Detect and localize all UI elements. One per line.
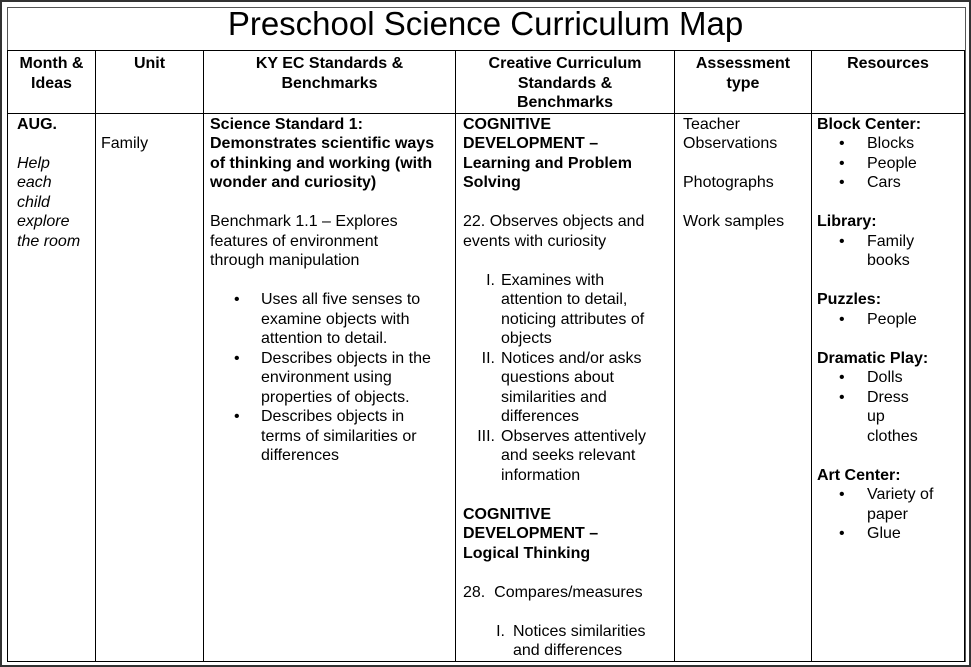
header-resources bbox=[812, 51, 965, 114]
resource-item: • Glue bbox=[817, 524, 960, 544]
resource-list bbox=[817, 134, 960, 193]
resource-item: • Dress up clothes bbox=[817, 388, 960, 447]
header-unit bbox=[96, 51, 204, 114]
resource-list bbox=[817, 232, 960, 271]
header-unit-label: Unit bbox=[133, 55, 166, 72]
month-idea-line: child bbox=[17, 193, 50, 211]
standard-bullet: • Uses all five senses to examine objects with attention to detail. bbox=[210, 290, 449, 349]
creative-item: I. Notices similarities and differences bbox=[496, 622, 646, 659]
creative-item: III. Observes attentively and seeks relevant information bbox=[477, 427, 646, 484]
creative-item-list bbox=[463, 271, 668, 486]
header-month bbox=[8, 51, 96, 114]
creative-objective: 22. Observes objects and events with curiosity bbox=[463, 213, 645, 250]
resource-list bbox=[817, 310, 960, 330]
month-name: AUG. bbox=[17, 115, 57, 133]
header-creative-label: Creative Curriculum Standards & Benchmarks bbox=[488, 55, 642, 111]
creative-cell bbox=[456, 113, 675, 661]
month-idea bbox=[17, 154, 95, 252]
resource-item: • Cars bbox=[817, 173, 960, 193]
resource-heading: Art Center: bbox=[817, 466, 901, 484]
benchmark-text: Benchmark 1.1 – Explores features of environment through manipulation bbox=[210, 213, 398, 269]
month-idea-line: each bbox=[17, 174, 52, 191]
curriculum-table bbox=[7, 50, 965, 662]
standards-cell bbox=[204, 113, 456, 661]
resource-item: • People bbox=[817, 310, 960, 330]
resource-item: • Family books bbox=[817, 232, 960, 271]
creative-item: I. Examines with attention to detail, noticing attributes of objects bbox=[486, 271, 645, 347]
header-resources-label: Resources bbox=[847, 55, 929, 72]
resources-cell bbox=[812, 113, 965, 661]
month-cell bbox=[8, 113, 96, 661]
creative-section-heading: COGNITIVE DEVELOPMENT – Logical Thinking bbox=[463, 505, 599, 562]
header-assessment-label: Assessment type bbox=[695, 55, 791, 92]
header-month-label: Month & Ideas bbox=[19, 55, 84, 92]
assessment-item: Work samples bbox=[683, 213, 785, 230]
resource-list bbox=[817, 368, 960, 446]
resource-list bbox=[817, 485, 960, 544]
creative-section-heading: COGNITIVE DEVELOPMENT – Learning and Problem Solving bbox=[463, 115, 632, 191]
resource-heading: Puzzles: bbox=[817, 291, 882, 308]
content-row bbox=[8, 113, 965, 661]
assessment-cell bbox=[675, 113, 812, 661]
standard-heading: Science Standard 1: Demonstrates scientific ways of thinking and working (with wonder and curiosity) bbox=[210, 115, 435, 191]
unit-cell bbox=[96, 113, 204, 661]
page-title: Preschool Science Curriculum Map bbox=[227, 5, 744, 42]
assessment-item: Teacher Observations bbox=[683, 115, 778, 152]
unit-name: Family bbox=[101, 134, 149, 152]
resource-heading: Block Center: bbox=[817, 115, 922, 133]
month-idea-line: explore bbox=[17, 213, 70, 230]
standard-bullet: • Describes objects in the environment using properties of objects. bbox=[210, 349, 449, 408]
assessment-item: Photographs bbox=[683, 174, 774, 191]
header-standards bbox=[204, 51, 456, 114]
creative-item-list bbox=[463, 622, 668, 661]
header-creative bbox=[456, 51, 675, 114]
resource-heading: Library: bbox=[817, 213, 877, 230]
creative-item: II. Notices and/or asks questions about similarities and differences bbox=[481, 349, 642, 425]
standard-bullet-list bbox=[210, 290, 449, 466]
header-assessment bbox=[675, 51, 812, 114]
standard-bullet: • Describes objects in terms of similarities or differences bbox=[210, 407, 449, 466]
header-row bbox=[8, 51, 965, 114]
month-idea-line: Help bbox=[17, 154, 50, 172]
resource-item: • Blocks bbox=[817, 134, 960, 154]
resource-item: • Dolls bbox=[817, 368, 960, 388]
resource-item: • People bbox=[817, 154, 960, 174]
month-idea-line: the room bbox=[17, 232, 81, 250]
resource-heading: Dramatic Play: bbox=[817, 349, 929, 367]
header-standards-label: KY EC Standards & Benchmarks bbox=[255, 55, 404, 92]
creative-objective: 28. Compares/measures bbox=[463, 583, 643, 601]
resource-item: • Variety of paper bbox=[817, 485, 960, 524]
